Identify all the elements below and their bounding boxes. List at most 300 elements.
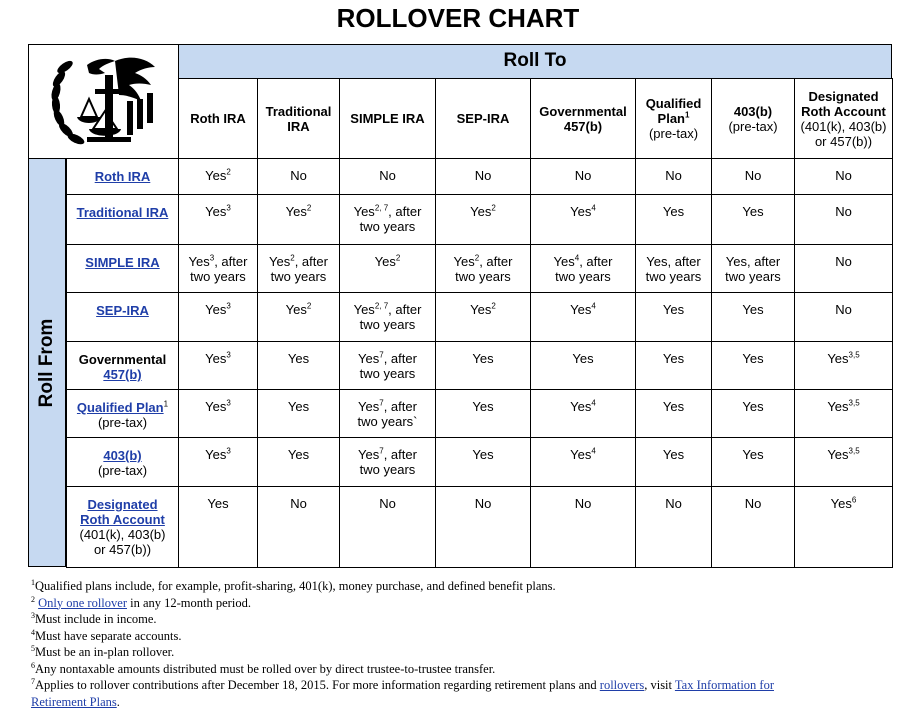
rollover-answer: No (835, 302, 852, 317)
rollover-answer: Yes (662, 351, 685, 366)
rollover-cell-value (715, 254, 791, 284)
column-header (794, 78, 893, 159)
column-header-text: 457(b) (563, 118, 603, 134)
footnote-ref: 7 (379, 350, 384, 360)
rollover-answer: No (665, 496, 682, 511)
rollover-cell (435, 292, 531, 342)
row-header-link[interactable]: SEP-IRA (96, 303, 149, 318)
footnote-line (31, 611, 891, 628)
column-header (178, 78, 258, 159)
row-header-link[interactable]: Roth IRA (94, 169, 151, 184)
row-header-subtext: (401(k), 403(b) or 457(b)) (79, 527, 166, 557)
rollover-cell-value (179, 496, 257, 511)
rollover-cell-value (636, 351, 711, 366)
rollover-answer: Yes (830, 496, 852, 511)
column-header-line (266, 104, 332, 119)
rollover-cell-value (258, 399, 339, 414)
footnote-text: Qualified plans include, for example, profit-sharing, 401(k), money purchase, and defined benefit plans. (35, 579, 556, 593)
rollover-answer: Yes (827, 399, 849, 414)
rollover-cell-value (795, 168, 892, 183)
footnote-line (31, 694, 891, 711)
rollover-cell-value (258, 302, 339, 317)
rollover-answer: Yes (742, 204, 764, 219)
row-header-line (95, 169, 151, 184)
rollover-cell-value (712, 351, 794, 366)
rollover-cell (435, 437, 531, 487)
rollover-answer: Yes (188, 254, 210, 269)
row-header-line (77, 205, 169, 220)
rollover-cell-value (636, 204, 711, 219)
row-header-link[interactable]: 457(b) (103, 367, 142, 382)
column-header-text: Qualified (645, 96, 702, 111)
rollover-cell (635, 158, 712, 195)
column-header-text: Governmental (539, 103, 627, 119)
rollover-cell (257, 158, 340, 195)
row-header-line (78, 497, 168, 527)
footnote-ref: 2 (226, 167, 231, 177)
rollover-cell (530, 292, 636, 342)
rollover-cell (178, 292, 258, 342)
rollover-cell (257, 389, 340, 438)
footnote-line (31, 595, 891, 612)
rollover-answer: Yes (285, 302, 307, 317)
column-header-text: 403(b) (733, 103, 773, 119)
rollover-cell-value (258, 254, 339, 284)
rollover-cell (635, 486, 712, 568)
rollover-cell-value (531, 399, 635, 414)
rollover-condition: , after two years (359, 447, 417, 477)
rollover-answer: Yes (742, 302, 764, 317)
rollover-cell-value (436, 168, 530, 183)
rollover-answer: Yes (287, 351, 310, 366)
footnote-ref: 2 (491, 203, 496, 213)
rollover-cell (530, 244, 636, 293)
rollover-answer: Yes, after two years (645, 254, 702, 284)
rollover-cell-value (712, 302, 794, 317)
row-header-link[interactable]: Qualified Plan (76, 400, 164, 415)
footnote-text: Any nontaxable amounts distributed must be rolled over by direct trustee-to-trustee transfer. (35, 661, 496, 676)
rollover-cell-value (531, 302, 635, 317)
rollover-answer: No (474, 168, 492, 183)
rollover-cell-value (346, 399, 430, 429)
rollover-condition: , after two years (359, 302, 422, 332)
rollover-cell-value (712, 496, 794, 511)
rollover-cell (530, 437, 636, 487)
row-header (66, 292, 179, 342)
column-header-line (539, 104, 626, 119)
rollover-answer: Yes (662, 447, 685, 462)
footnote-ref: 3 (226, 350, 231, 360)
rollover-cell-value (346, 351, 430, 381)
rollover-cell-value (636, 254, 711, 284)
footnote-ref: 3,5 (848, 350, 860, 360)
rollover-answer: No (665, 168, 682, 183)
rollover-condition: , after two years (455, 254, 513, 284)
rollover-answer: No (379, 168, 396, 183)
rollover-answer: Yes (358, 447, 380, 462)
rollover-condition: , after two years (555, 254, 613, 284)
rollover-cell (635, 194, 712, 245)
rollover-cell (794, 486, 893, 568)
rollover-cell (257, 486, 340, 568)
column-header-line (350, 111, 424, 126)
rollover-cell (711, 341, 795, 390)
rollover-cell (257, 194, 340, 245)
footnote-ref: 4 (591, 203, 596, 213)
footnote-text: Must have separate accounts. (35, 628, 182, 643)
column-header-subtext: (401(k), 403(b) or 457(b)) (800, 118, 887, 149)
footnote-link[interactable]: Only one rollover (38, 595, 127, 610)
rollover-cell-value (795, 302, 892, 317)
rollover-cell (257, 341, 340, 390)
rollover-cell-value (346, 302, 430, 332)
rollover-cell (435, 341, 531, 390)
rollover-cell (257, 437, 340, 487)
roll-from-label: Roll From (36, 318, 57, 407)
footnote-text: Applies to rollover contributions after December 18, 2015. For more information regarding retirement plans and (35, 678, 600, 692)
rollover-cell (794, 292, 893, 342)
footnote-number: 1 (31, 577, 35, 587)
rollover-cell-value (795, 447, 892, 462)
footnote-ref: 2 (395, 253, 401, 263)
rollover-cell (635, 292, 712, 342)
rollover-answer: Yes (470, 302, 492, 317)
rollover-cell (635, 437, 712, 487)
footnote-ref: 4 (591, 398, 596, 408)
rollover-answer: Yes (205, 168, 227, 183)
row-header-prefix: Governmental (78, 352, 167, 367)
rollover-cell (339, 437, 436, 487)
rollover-answer: Yes (662, 399, 685, 414)
rollover-cell-value (436, 496, 530, 511)
row-header (66, 158, 179, 195)
rollover-answer: Yes, after two years (725, 254, 781, 284)
footnote-line (31, 677, 891, 694)
rollover-answer: Yes (205, 351, 227, 366)
rollover-cell-value (795, 399, 892, 414)
rollover-answer: Yes (742, 447, 764, 462)
column-header-text: Designated (808, 88, 879, 104)
rollover-cell (635, 341, 712, 390)
rollover-cell (530, 389, 636, 438)
footnote-ref: 2, 7 (374, 203, 389, 213)
rollover-cell-value (531, 496, 635, 511)
rollover-answer: Yes (742, 399, 764, 414)
row-header-subtext: (pre-tax) (97, 463, 148, 478)
row-header-line (77, 400, 168, 415)
row-header-link[interactable]: Traditional IRA (76, 205, 169, 220)
rollover-cell-value (346, 447, 430, 477)
rollover-cell-value (531, 351, 635, 366)
rollover-cell (435, 158, 531, 195)
footnote-text: , visit (644, 678, 675, 692)
logo-cell (28, 44, 179, 159)
footnote-ref: 6 (851, 495, 857, 505)
rollover-cell (339, 486, 436, 568)
rollover-cell (711, 194, 795, 245)
rollover-cell-value (340, 496, 435, 511)
rollover-cell (711, 437, 795, 487)
rollover-cell-value (179, 254, 257, 284)
row-header-line (103, 367, 141, 382)
rollover-answer: Yes (472, 447, 494, 462)
rollover-cell (530, 158, 636, 195)
rollover-cell-value (346, 204, 430, 234)
rollover-cell (178, 158, 258, 195)
footnote-text: Must be an in-plan rollover. (35, 645, 175, 659)
footnote-ref: 3 (226, 446, 231, 456)
rollover-cell-value (258, 204, 339, 219)
rollover-condition: , after two years` (357, 399, 418, 429)
footnote-ref: 3 (226, 398, 231, 408)
column-header-line (734, 104, 772, 119)
rollover-answer: No (744, 496, 762, 511)
rollover-cell (435, 389, 531, 438)
rollover-cell (178, 437, 258, 487)
footnote-link[interactable]: rollovers (599, 678, 645, 692)
rollover-answer: Yes (553, 254, 575, 269)
footnote-link[interactable]: Retirement Plans (31, 694, 117, 709)
footnote-ref: 2 (290, 253, 295, 263)
rollover-answer: Yes (742, 351, 764, 366)
column-header (711, 78, 795, 159)
rollover-cell (530, 194, 636, 245)
row-header (66, 437, 179, 487)
footnote-ref: 7 (379, 446, 384, 456)
column-header-text: Traditional (265, 103, 332, 119)
footnote-text: Must include in income. (35, 612, 157, 626)
footnote-text: in any 12-month period. (127, 595, 251, 610)
footnote-ref: 1 (163, 399, 169, 409)
column-header-line (564, 119, 602, 134)
rollover-answer: No (835, 254, 852, 269)
rollover-answer: Yes (287, 447, 310, 462)
column-header (530, 78, 636, 159)
rollover-answer: No (744, 168, 762, 183)
page-title: ROLLOVER CHART (336, 3, 580, 33)
rollover-answer: Yes (353, 204, 375, 219)
rollover-answer: Yes (207, 496, 229, 511)
row-header (66, 244, 179, 293)
rollover-cell-value (436, 351, 530, 366)
rollover-answer: Yes (827, 351, 849, 366)
rollover-cell (711, 158, 795, 195)
rollover-cell-value (179, 447, 257, 462)
rollover-cell-value (436, 399, 530, 414)
rollover-answer: Yes (353, 302, 375, 317)
rollover-cell (339, 341, 436, 390)
rollover-cell (794, 437, 893, 487)
rollover-cell (178, 244, 258, 293)
rollover-answer: Yes (374, 254, 396, 269)
rollover-cell-value (712, 399, 794, 414)
footnote-number: 6 (31, 660, 35, 670)
rollover-cell (794, 341, 893, 390)
rollover-cell (178, 341, 258, 390)
column-header-text: SEP-IRA (456, 111, 510, 126)
rollover-answer: No (574, 168, 592, 183)
rollover-cell-value (436, 302, 530, 317)
rollover-answer: Yes (287, 399, 310, 414)
rollover-answer: Yes (205, 302, 227, 317)
footnote-ref: 7 (379, 398, 384, 408)
rollover-cell (794, 244, 893, 293)
rollover-cell-value (531, 447, 635, 462)
rollover-answer: Yes (662, 302, 685, 317)
rollover-cell-value (441, 254, 525, 284)
row-header (66, 194, 179, 245)
rollover-cell-value (795, 351, 892, 366)
rollover-cell-value (531, 204, 635, 219)
rollover-condition: , after two years (190, 254, 248, 284)
row-header-link[interactable]: 403(b) (103, 448, 142, 463)
row-header-link[interactable]: SIMPLE IRA (85, 255, 160, 270)
rollover-cell (635, 389, 712, 438)
rollover-cell-value (795, 496, 892, 511)
rollover-cell (339, 244, 436, 293)
rollover-answer: Yes (205, 399, 227, 414)
rollover-cell (178, 194, 258, 245)
column-header-line (287, 119, 309, 134)
row-header-line (103, 448, 141, 463)
rollover-cell (711, 389, 795, 438)
rollover-cell (794, 389, 893, 438)
footnote-ref: 1 (685, 110, 690, 120)
rollover-answer: Yes (570, 204, 592, 219)
footnote-ref: 2 (306, 301, 312, 311)
column-header-text: Plan (657, 111, 685, 126)
rollover-answer: No (290, 168, 307, 183)
rollover-cell (339, 158, 436, 195)
column-header (339, 78, 436, 159)
row-header-link[interactable]: Designated Roth Account (80, 497, 165, 527)
rollover-answer: Yes (570, 447, 592, 462)
row-header (66, 341, 179, 390)
footnote-link[interactable]: Tax Information for (674, 678, 774, 692)
footnote-number: 2 (31, 594, 35, 604)
rollover-answer: Yes (662, 204, 685, 219)
rollover-cell-value (258, 447, 339, 462)
roll-to-header: Roll To (178, 44, 892, 79)
rollover-answer: Yes (827, 447, 849, 462)
rollover-condition: , after two years (359, 204, 422, 234)
footnote-line (31, 644, 891, 661)
footnote-ref: 2 (306, 203, 312, 213)
rollover-cell-value (436, 204, 530, 219)
rollover-cell (794, 158, 893, 195)
column-header (635, 78, 712, 159)
footnote-ref: 3 (226, 203, 231, 213)
footnote-ref: 4 (574, 253, 580, 263)
rollover-cell-value (795, 204, 892, 219)
footnote-text: . (116, 694, 120, 709)
footnote-number: 4 (31, 627, 35, 637)
rollover-cell-value (541, 254, 625, 284)
rollover-cell (339, 389, 436, 438)
rollover-answer: No (835, 204, 852, 219)
rollover-cell (178, 389, 258, 438)
rollover-cell (435, 244, 531, 293)
row-header (66, 389, 179, 438)
column-header-line (457, 111, 510, 126)
rollover-answer: Yes (472, 399, 494, 414)
rollover-answer: Yes (205, 447, 227, 462)
footnote-number: 7 (31, 676, 35, 686)
column-header-line (190, 111, 246, 126)
footnote-number: 3 (31, 610, 35, 620)
rollover-cell (530, 341, 636, 390)
irs-eagle-logo-icon (29, 45, 180, 160)
row-header-line (96, 303, 149, 318)
rollover-cell (257, 292, 340, 342)
footnotes (31, 578, 891, 710)
rollover-answer: Yes (572, 351, 594, 366)
footnote-ref: 3,5 (848, 398, 860, 408)
rollover-cell (711, 292, 795, 342)
rollover-answer: Yes (570, 399, 592, 414)
rollover-cell-value (340, 168, 435, 183)
rollover-answer: Yes (570, 302, 592, 317)
footnote-ref: 4 (591, 301, 596, 311)
column-header-line (808, 89, 878, 104)
row-header-subtext: (pre-tax) (97, 415, 148, 430)
footnote-line (31, 578, 891, 595)
row-header (66, 486, 179, 568)
rollover-answer: Yes (205, 204, 227, 219)
rollover-condition: , after two years (270, 254, 328, 284)
rollover-cell-value (179, 302, 257, 317)
footnote-number: 5 (31, 643, 35, 653)
rollover-cell-value (636, 302, 711, 317)
rollover-condition: , after two years (359, 351, 417, 381)
rollover-cell (178, 486, 258, 568)
row-header-line (85, 255, 159, 270)
rollover-cell-value (179, 399, 257, 414)
rollover-cell-value (712, 447, 794, 462)
rollover-answer: Yes (470, 204, 492, 219)
rollover-cell-value (636, 496, 711, 511)
rollover-answer: No (474, 496, 492, 511)
rollover-cell-value (531, 168, 635, 183)
rollover-answer: Yes (358, 351, 380, 366)
footnote-ref: 3 (209, 253, 215, 263)
rollover-cell-value (340, 254, 435, 269)
rollover-cell-value (258, 351, 339, 366)
rollover-answer: Yes (472, 351, 494, 366)
rollover-cell (339, 194, 436, 245)
footnote-ref: 2, 7 (374, 301, 389, 311)
rollover-cell-value (795, 254, 892, 269)
rollover-answer: Yes (358, 399, 380, 414)
rollover-cell (635, 244, 712, 293)
footnote-ref: 2 (474, 253, 480, 263)
rollover-cell-value (258, 496, 339, 511)
column-header (257, 78, 340, 159)
column-header-line (801, 104, 886, 119)
rollover-cell-value (712, 204, 794, 219)
rollover-cell (339, 292, 436, 342)
rollover-cell (435, 194, 531, 245)
rollover-cell-value (636, 447, 711, 462)
rollover-cell-value (636, 399, 711, 414)
footnote-ref: 3 (226, 301, 231, 311)
roll-from-header (28, 158, 66, 567)
rollover-cell (530, 486, 636, 568)
rollover-cell (711, 244, 795, 293)
rollover-answer: Yes (269, 254, 291, 269)
rollover-cell-value (712, 168, 794, 183)
column-header (435, 78, 531, 159)
